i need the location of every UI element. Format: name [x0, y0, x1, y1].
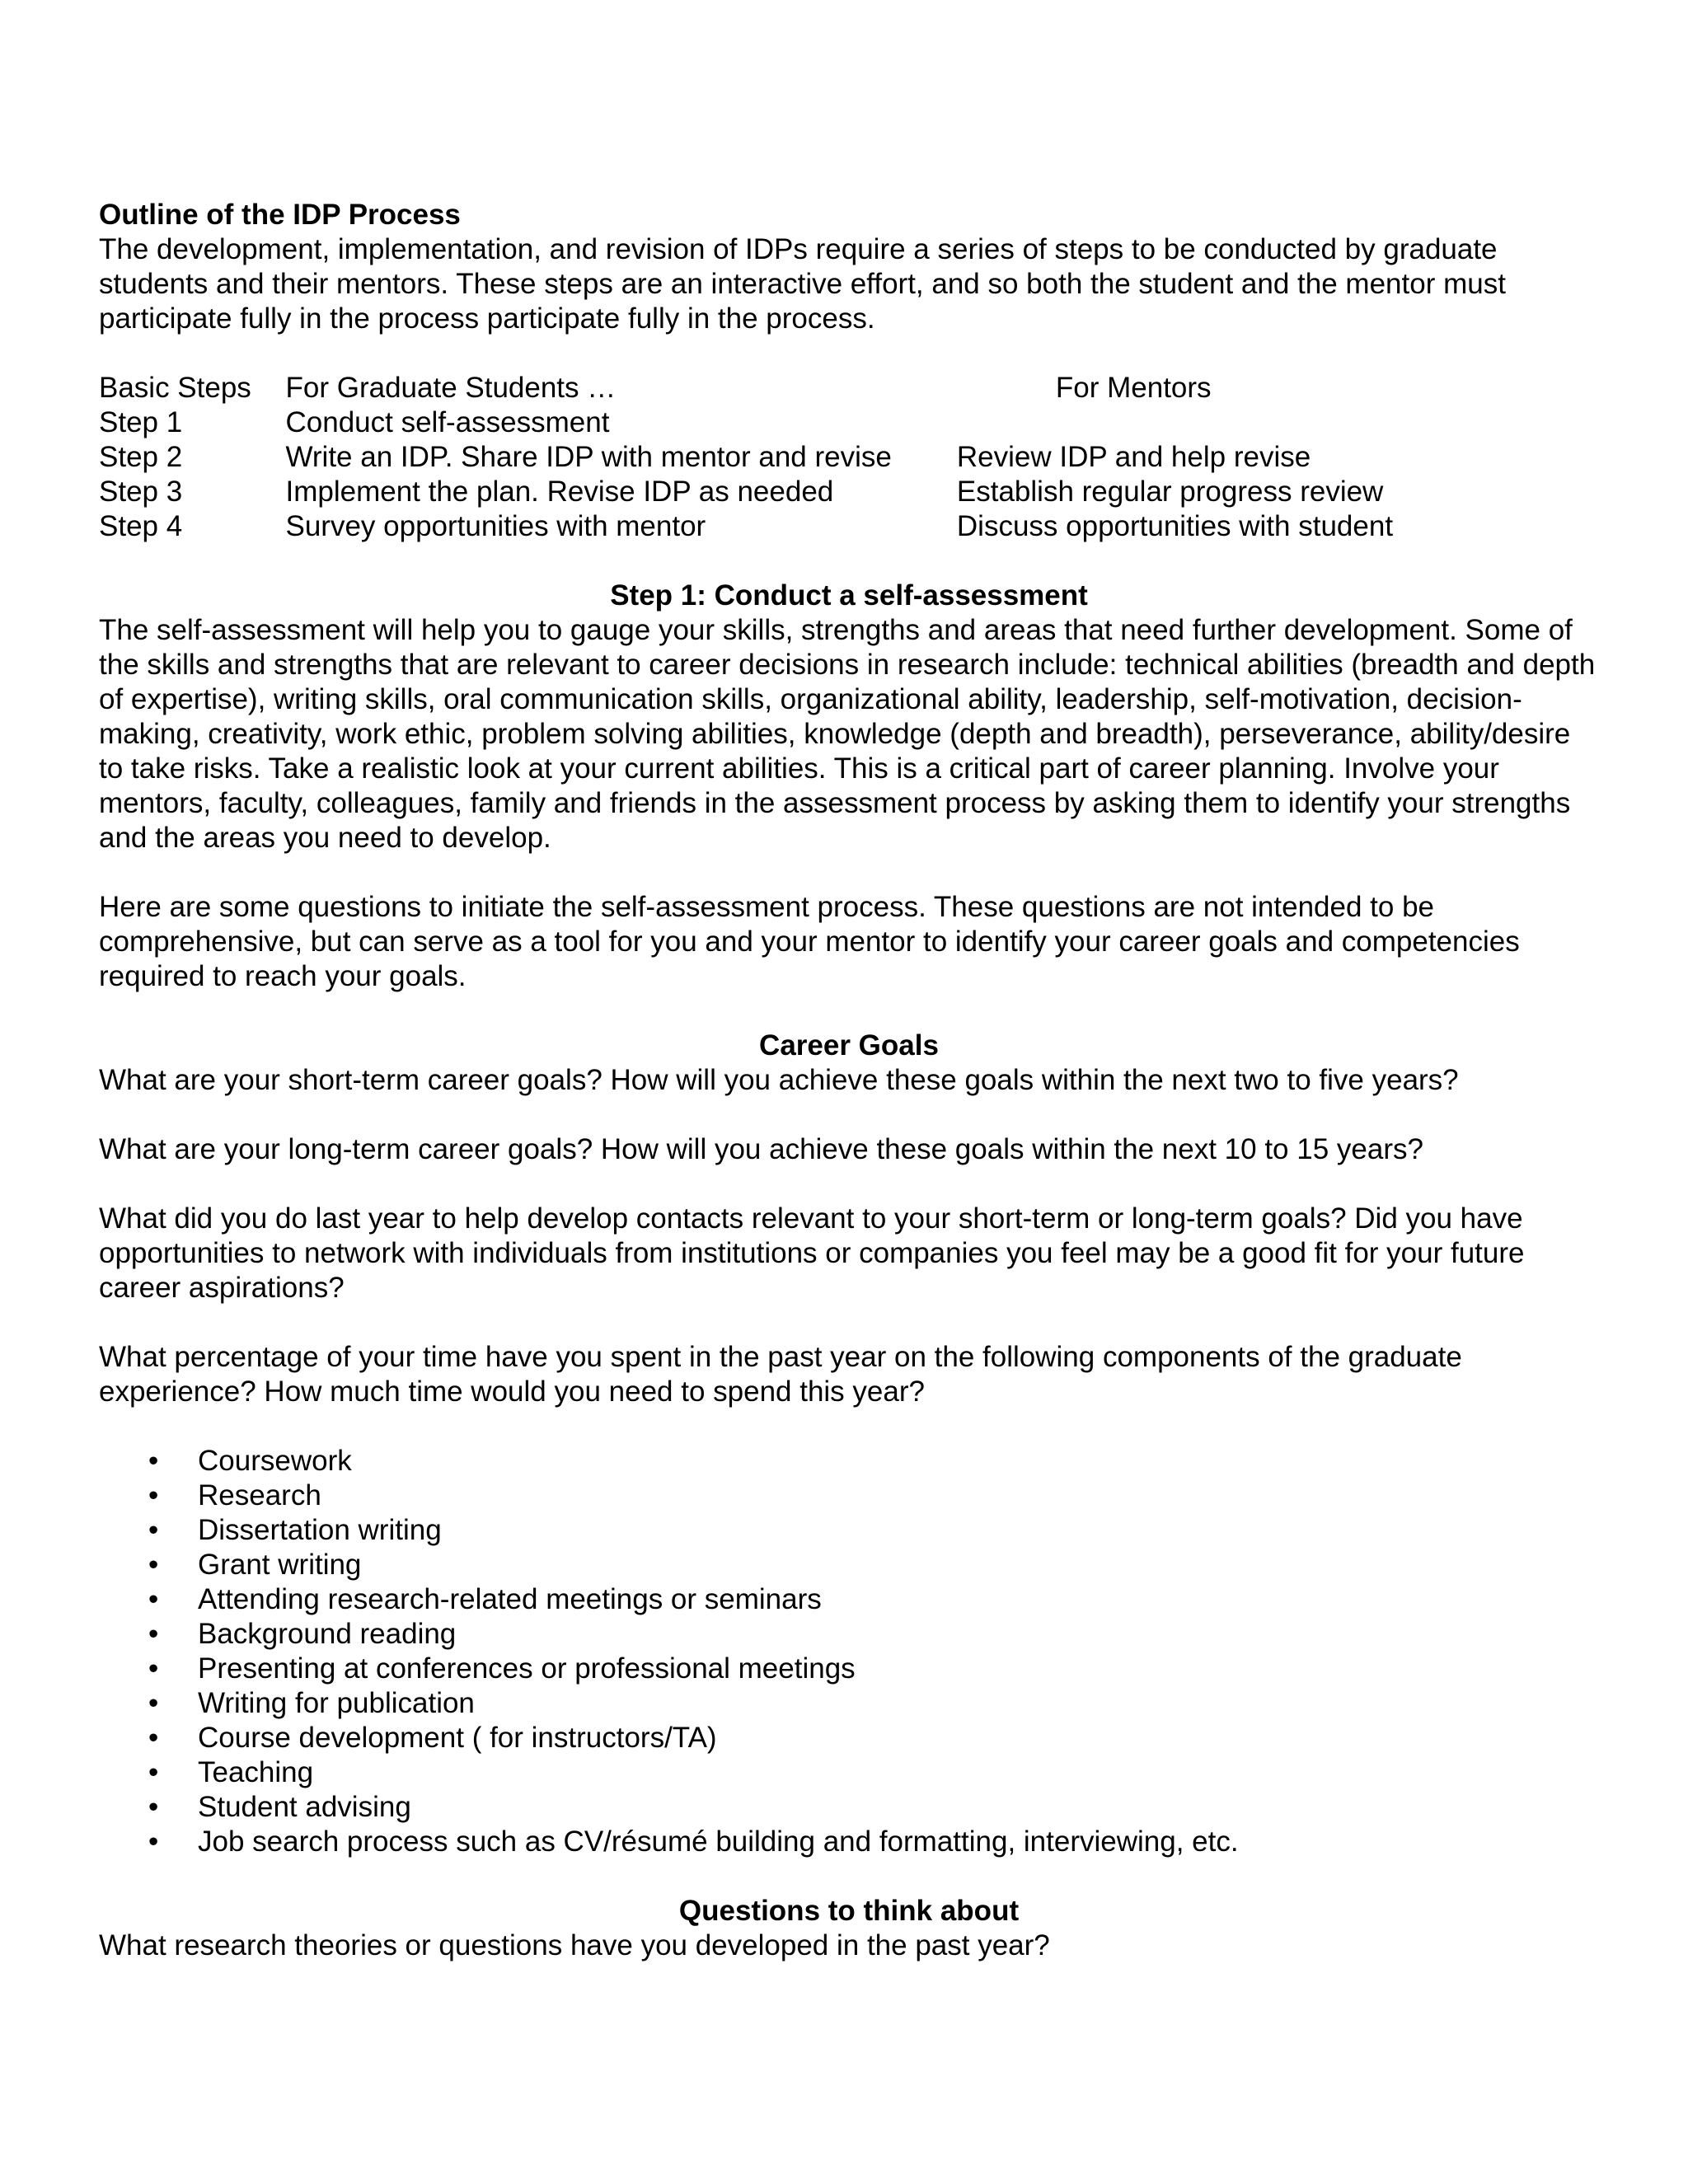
question-research-theories: What research theories or questions have you developed in the past year?: [99, 1929, 1050, 1961]
outline-heading: Outline of the IDP Process: [99, 199, 461, 231]
step-label: Step 3: [99, 476, 183, 508]
list-item-text: Coursework: [198, 1445, 352, 1477]
mentor-action: [957, 405, 1599, 440]
student-action: Conduct self-assessment: [285, 406, 610, 438]
list-item: [99, 1617, 1599, 1652]
list-item: [99, 1513, 1599, 1548]
list-item-text: Course development ( for instructors/TA): [198, 1722, 717, 1754]
header-for-mentors: For Mentors: [1055, 372, 1212, 404]
spacer: [99, 1409, 1599, 1444]
list-item: [99, 1721, 1599, 1755]
table-row: [99, 475, 1599, 509]
spacer: [99, 994, 1599, 1029]
list-item-text: Background reading: [198, 1618, 457, 1650]
list-item-text: Writing for publication: [198, 1687, 475, 1719]
step1-intro-paragraph: Here are some questions to initiate the self-assessment process. These questions are not intended to be comprehensive, but can serve as a tool for you and your mentor to identify your career goals and competencies required to reach your goals.: [99, 891, 1520, 992]
bullet-icon: •: [148, 1549, 159, 1581]
list-item-text: Teaching: [198, 1756, 314, 1788]
bullet-icon: •: [148, 1756, 159, 1788]
mentor-action: Discuss opportunities with student: [956, 510, 1394, 542]
student-action: Implement the plan. Revise IDP as needed: [285, 476, 834, 508]
list-item: [99, 1444, 1599, 1479]
steps-table: [99, 371, 1599, 544]
list-item: [99, 1790, 1599, 1825]
list-item: [99, 1582, 1599, 1617]
step-label: Step 4: [99, 510, 183, 542]
bullet-icon: •: [148, 1445, 159, 1477]
spacer: [99, 855, 1599, 890]
list-item: [99, 1479, 1599, 1513]
question-time-percentage: What percentage of your time have you spent in the past year on the following components of the graduate experience? How much time would you need to spend this year?: [99, 1341, 1462, 1408]
bullet-icon: •: [148, 1825, 159, 1858]
list-item-text: Job search process such as CV/résumé building and formatting, interviewing, etc.: [198, 1825, 1239, 1858]
list-item: [99, 1652, 1599, 1686]
step-label: Step 2: [99, 441, 183, 473]
step-label: Step 1: [99, 406, 183, 438]
bullet-icon: •: [148, 1652, 159, 1685]
list-item: [99, 1548, 1599, 1582]
spacer: [99, 1098, 1599, 1132]
bullet-icon: •: [148, 1687, 159, 1719]
header-for-students: For Graduate Students …: [285, 372, 617, 404]
list-item: [99, 1755, 1599, 1790]
student-action: Survey opportunities with mentor: [285, 510, 706, 542]
mentor-action: Review IDP and help revise: [956, 441, 1311, 473]
list-item-text: Research: [198, 1479, 321, 1511]
step1-heading: Step 1: Conduct a self-assessment: [610, 579, 1088, 612]
career-goals-heading: Career Goals: [759, 1029, 939, 1062]
bullet-icon: •: [148, 1514, 159, 1546]
table-row: [99, 405, 1599, 440]
bullet-icon: •: [148, 1583, 159, 1615]
question-long-term: What are your long-term career goals? How will you achieve these goals within the next 10 to 15 years?: [99, 1133, 1423, 1165]
list-item-text: Attending research-related meetings or seminars: [198, 1583, 822, 1615]
spacer: [99, 1167, 1599, 1202]
step1-paragraph: The self-assessment will help you to gauge your skills, strengths and areas that need further development. Some of the skills and strengths that are relevant to career decisions in research include: technical abilities (breadth and depth of expertise), writing skills, oral communication skills, organizational ability, leadership, self-motivation, decision-making, creativity, work ethic, problem solving abilities, knowledge (depth and breadth), perseverance, ability/desire to take risks. Take a realistic look at your current abilities. This is a critical part of career planning. Involve your mentors, faculty, colleagues, family and friends in the assessment process by asking them to identify your strengths and the areas you need to develop.: [99, 614, 1596, 854]
spacer: [99, 544, 1599, 579]
student-action: Write an IDP. Share IDP with mentor and revise: [285, 441, 892, 473]
header-basic-steps: Basic Steps: [99, 372, 251, 404]
list-item-text: Student advising: [198, 1791, 411, 1823]
steps-table-header-row: [99, 371, 1599, 405]
questions-heading: Questions to think about: [678, 1895, 1020, 1927]
document-page: [99, 198, 1599, 1963]
question-short-term: What are your short-term career goals? How will you achieve these goals within the next two to five years?: [99, 1064, 1459, 1096]
table-row: [99, 509, 1599, 544]
list-item-text: Grant writing: [198, 1549, 362, 1581]
list-item: [99, 1686, 1599, 1721]
bullet-icon: •: [148, 1722, 159, 1754]
bullet-icon: •: [148, 1618, 159, 1650]
list-item-text: Dissertation writing: [198, 1514, 442, 1546]
mentor-action: Establish regular progress review: [956, 476, 1384, 508]
outline-paragraph: The development, implementation, and revision of IDPs require a series of steps to be conducted by graduate students and their mentors. These steps are an interactive effort, and so both the student and the mentor must participate fully in the process participate fully in the process.: [99, 233, 1506, 335]
bullet-icon: •: [148, 1791, 159, 1823]
question-contacts: What did you do last year to help develop contacts relevant to your short-term or long-term goals? Did you have opportunities to network with individuals from institutions or companies you feel may be a good fit for your future career aspirations?: [99, 1202, 1525, 1304]
list-item-text: Presenting at conferences or professional meetings: [198, 1652, 856, 1685]
spacer: [99, 336, 1599, 371]
spacer: [99, 1305, 1599, 1340]
bullet-icon: •: [148, 1479, 159, 1511]
spacer: [99, 1859, 1599, 1894]
table-row: [99, 440, 1599, 475]
components-list: [99, 1444, 1599, 1859]
list-item: [99, 1825, 1599, 1859]
